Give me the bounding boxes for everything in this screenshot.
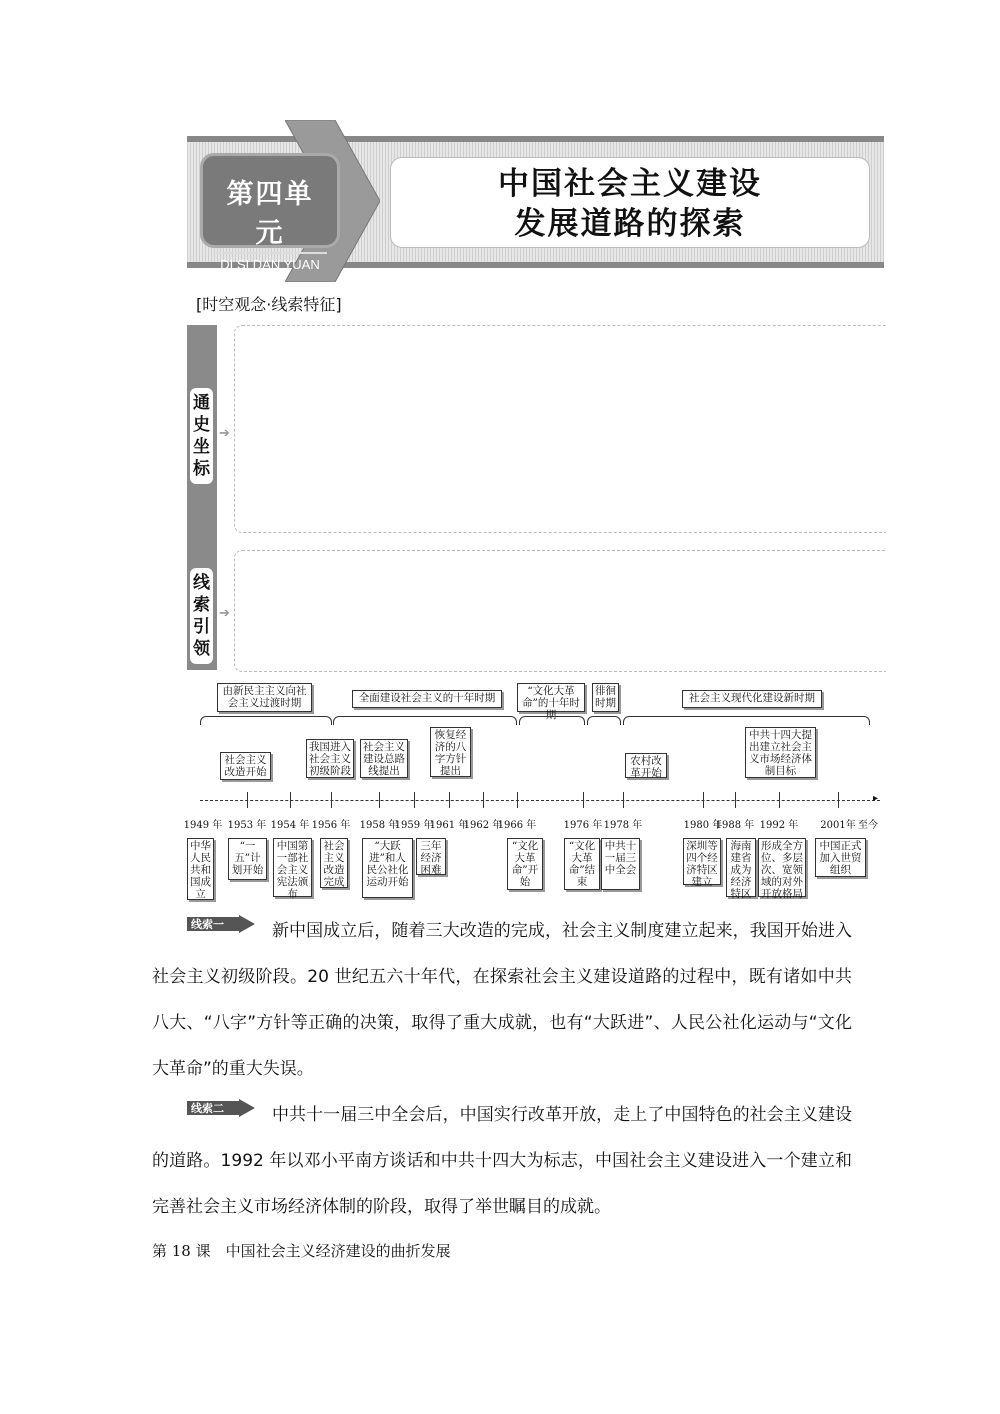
unit-badge xyxy=(200,153,340,272)
year-label: 1954 年 xyxy=(270,820,310,831)
period-label: “文化大革命”的十年时期 xyxy=(517,683,585,712)
tag-clue-guide: 线索引领 xyxy=(190,568,213,664)
event-lower: “一五”计划开始 xyxy=(228,838,267,880)
period-bracket xyxy=(519,716,585,725)
timeline-axis xyxy=(200,800,880,801)
year-label: 1966 年 xyxy=(497,820,537,831)
axis-tick xyxy=(517,792,518,808)
year-label: 1949 年 xyxy=(183,820,223,831)
axis-tick xyxy=(379,792,380,808)
event-lower: 社会主义改造完成 xyxy=(320,838,348,888)
period-bracket xyxy=(200,716,332,725)
event-lower: 海南建省成为经济特区 xyxy=(726,838,756,897)
year-label: 1956 年 xyxy=(311,820,351,831)
event-lower: 中共十一届三中全会 xyxy=(601,838,640,890)
event-lower: 中国第一部社会主义宪法颁布 xyxy=(273,838,312,897)
axis-tick xyxy=(779,792,780,808)
period-bracket xyxy=(333,716,517,725)
event-upper: 我国进入社会主义初级阶段 xyxy=(306,739,354,778)
axis-tick xyxy=(483,792,484,808)
axis-tick xyxy=(703,792,704,808)
year-label: 至今 xyxy=(858,820,878,831)
axis-tick xyxy=(735,792,736,808)
year-label: 1980 年 xyxy=(683,820,723,831)
axis-tick xyxy=(290,792,291,808)
unit-pinyin: DI SI DAN YUAN xyxy=(220,257,320,272)
event-lower: 中国正式加入世贸组织 xyxy=(815,838,866,877)
section-label: [时空观念·线索特征] xyxy=(196,295,342,314)
clue-label: 线索一 xyxy=(191,918,224,931)
year-label: 1976 年 xyxy=(563,820,603,831)
event-upper: 社会主义建设总路线提出 xyxy=(360,739,408,778)
event-upper: 农村改革开始 xyxy=(625,753,667,778)
clue-label: 线索二 xyxy=(191,1102,224,1115)
event-lower: 中华人民共和国成立 xyxy=(187,838,214,900)
lesson-footer: 第 18 课 中国社会主义经济建设的曲折发展 xyxy=(152,1242,451,1260)
year-label: 1953 年 xyxy=(227,820,267,831)
year-label: 1959 年 xyxy=(394,820,434,831)
period-label: 徘徊时期 xyxy=(592,683,619,712)
period-bracket xyxy=(587,716,621,725)
period-label: 社会主义现代化建设新时期 xyxy=(682,690,822,708)
event-lower: “大跃进”和人民公社化运动开始 xyxy=(362,838,413,898)
general-history-panel xyxy=(234,325,886,533)
unit-number: 第四单元 xyxy=(213,172,327,254)
year-label: 1988 年 xyxy=(715,820,755,831)
clue-two-text: 中共十一届三中全会后，中国实行改革开放，走上了中国特色的社会主义建设的道路。1992 年以邓小平南方谈话和中共十四大为标志，中国社会主义建设进入一个建立和完善社会主义市场经济体制的阶段，取得了举世瞩目的成就。 xyxy=(152,1105,852,1217)
period-bracket xyxy=(623,716,870,725)
year-label: 1958 年 xyxy=(359,820,399,831)
unit-title xyxy=(390,157,870,248)
event-lower: 形成全方位、多层次、宽领域的对外开放格局 xyxy=(758,838,806,897)
axis-arrow-icon: ▸ xyxy=(873,793,879,804)
year-label: 2001年 xyxy=(820,820,856,831)
axis-tick xyxy=(623,792,624,808)
event-lower: “文化大革命”结束 xyxy=(564,838,600,890)
title-line-2: 发展道路的探索 xyxy=(514,206,746,242)
year-label: 1961 年 xyxy=(429,820,469,831)
year-label: 1992 年 xyxy=(759,820,799,831)
axis-tick xyxy=(247,792,248,808)
year-label: 1978 年 xyxy=(603,820,643,831)
event-lower: 三年经济困难 xyxy=(416,838,446,875)
period-label: 由新民主主义向社会主义过渡时期 xyxy=(217,683,312,712)
event-lower: 深圳等四个经济特区建立 xyxy=(683,838,721,885)
event-lower: “文化大革命”开始 xyxy=(507,838,543,890)
clue-one-text: 新中国成立后，随着三大改造的完成，社会主义制度建立起来，我国开始进入社会主义初级阶段。20 世纪五六十年代，在探索社会主义建设道路的过程中，既有诸如中共八大、“八字”方针等正确的决策，取得了重大成就，也有“大跃进”、人民公社化运动与“文化大革命”的重大失误。 xyxy=(152,921,852,1079)
axis-tick xyxy=(449,792,450,808)
axis-tick xyxy=(583,792,584,808)
axis-tick xyxy=(331,792,332,808)
event-upper: 社会主义改造开始 xyxy=(220,752,271,780)
title-line-1: 中国社会主义建设 xyxy=(498,166,762,202)
event-upper: 中共十四大提出建立社会主义市场经济体制目标 xyxy=(745,727,816,778)
arrow-right-icon: ➔ xyxy=(219,426,230,441)
clue-guide-panel xyxy=(234,550,886,672)
axis-tick xyxy=(838,792,839,808)
event-upper: 恢复经济的八字方针提出 xyxy=(430,727,471,777)
tag-general-history: 通史坐标 xyxy=(190,388,213,484)
arrow-right-icon: ➔ xyxy=(219,606,230,621)
year-label: 1962 年 xyxy=(463,820,503,831)
period-label: 全面建设社会主义的十年时期 xyxy=(352,690,502,708)
axis-tick xyxy=(414,792,415,808)
